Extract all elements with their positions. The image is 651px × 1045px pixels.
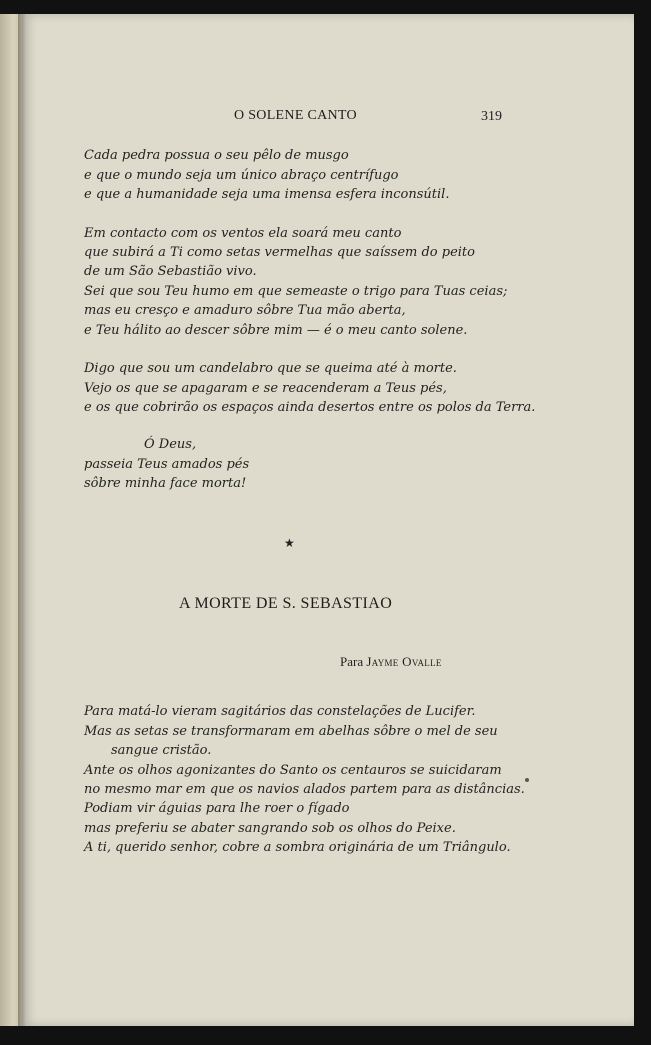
poem-line: Mas as setas se transformaram em abelhas sôbre o mel de seu: [84, 724, 498, 739]
poem-line: sangue cristão.: [111, 743, 212, 758]
poem-line: Sei que sou Teu humo em que semeaste o trigo para Tuas ceias;: [84, 284, 508, 299]
poem-line: que subirá a Ti como setas vermelhas que saíssem do peito: [84, 245, 475, 260]
poem-line: e os que cobrirão os espaços ainda desertos entre os polos da Terra.: [84, 400, 536, 415]
dedication: [340, 654, 442, 670]
poem-line: Digo que sou um candelabro que se queima até à morte.: [84, 361, 457, 376]
poem-line: mas eu cresço e amaduro sôbre Tua mão aberta,: [84, 303, 406, 318]
poem-line: mas preferiu se abater sangrando sob os olhos do Peixe.: [84, 821, 456, 836]
poem-line: Cada pedra possua o seu pêlo de musgo: [84, 148, 349, 163]
poem-line: passeia Teus amados pés: [84, 457, 250, 472]
running-header: O SOLENE CANTO: [234, 108, 357, 123]
poem-line: de um São Sebastião vivo.: [84, 264, 257, 279]
poem-line: Podiam vir águias para lhe roer o fígado: [84, 801, 350, 816]
poem-line: e Teu hálito ao descer sôbre mim — é o meu canto solene.: [84, 323, 468, 338]
book-spine-shadow: [18, 14, 26, 1026]
poem-line: e que a humanidade seja uma imensa esfera inconsútil.: [84, 187, 450, 202]
dedication-name: Jayme Ovalle: [366, 654, 442, 669]
section-title: A MORTE DE S. SEBASTIAO: [179, 595, 393, 612]
poem-line: Ó Deus,: [144, 437, 197, 452]
ink-speck: [525, 778, 529, 782]
poem-line: Para matá-lo vieram sagitários das constelações de Lucifer.: [84, 704, 476, 719]
section-divider-star: ★: [284, 536, 295, 550]
poem-line: sôbre minha face morta!: [84, 476, 247, 491]
page-number: 319: [481, 109, 502, 124]
poem-line: Vejo os que se apagaram e se reacenderam a Teus pés,: [84, 381, 447, 396]
dedication-prefix: Para: [340, 654, 367, 669]
poem-line: A ti, querido senhor, cobre a sombra originária de um Triângulo.: [84, 840, 511, 855]
poem-line: e que o mundo seja um único abraço centrífugo: [84, 168, 399, 183]
poem-line: no mesmo mar em que os navios alados partem para as distâncias.: [84, 782, 525, 797]
poem-line: Ante os olhos agonizantes do Santo os centauros se suicidaram: [84, 763, 502, 778]
book-page: [22, 14, 634, 1026]
poem-line: Em contacto com os ventos ela soará meu canto: [84, 226, 402, 241]
